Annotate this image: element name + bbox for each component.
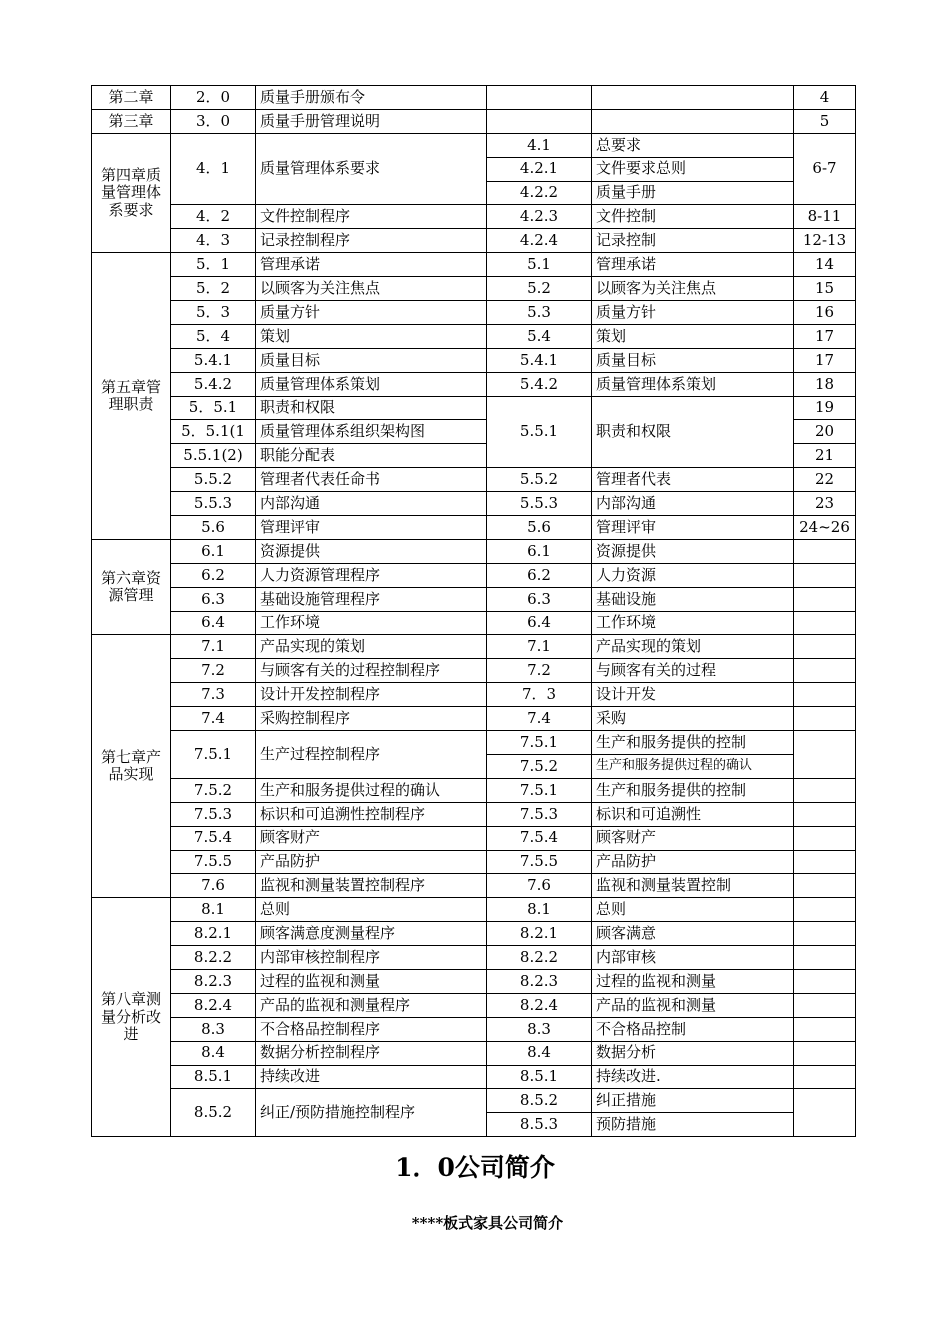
- section-title: 管理者代表任命书: [256, 468, 487, 492]
- section-title: 内部审核控制程序: [256, 946, 487, 970]
- table-row: [92, 1017, 856, 1041]
- section-number: 6.3: [171, 587, 256, 611]
- section-title: 质量目标: [256, 348, 487, 372]
- clause-title: 人力资源: [592, 563, 794, 587]
- clause-number: 5.4.1: [487, 348, 592, 372]
- page-number: [794, 1017, 856, 1041]
- page-number: [794, 563, 856, 587]
- clause-number: 5.5.2: [487, 468, 592, 492]
- section-title: 质量手册管理说明: [256, 109, 487, 133]
- clause-title: 管理评审: [592, 516, 794, 540]
- section-number: 7.5.5: [171, 850, 256, 874]
- section-title: 职能分配表: [256, 444, 487, 468]
- clause-number: 4.2.1: [487, 157, 592, 181]
- clause-title: 数据分析: [592, 1041, 794, 1065]
- page-number: [794, 1089, 856, 1137]
- clause-number: [487, 109, 592, 133]
- table-row: [92, 253, 856, 277]
- section-title: 持续改进: [256, 1065, 487, 1089]
- page-number: [794, 707, 856, 731]
- clause-number: [487, 86, 592, 110]
- page-number: 6-7: [794, 133, 856, 205]
- clause-number: 8.5.3: [487, 1113, 592, 1137]
- section-title: 纠正/预防措施控制程序: [256, 1089, 487, 1137]
- table-row: [92, 731, 856, 755]
- section-number: 7.4: [171, 707, 256, 731]
- page-number: [794, 946, 856, 970]
- section-number: 8.2.4: [171, 993, 256, 1017]
- clause-number: 5.3: [487, 301, 592, 325]
- toc-table: [91, 85, 856, 1137]
- clause-number: 7.5.3: [487, 802, 592, 826]
- section-title: 质量管理体系策划: [256, 372, 487, 396]
- page-number: 4: [794, 86, 856, 110]
- clause-number: 7.1: [487, 635, 592, 659]
- table-row: [92, 133, 856, 157]
- section-title: 质量管理体系组织架构图: [256, 420, 487, 444]
- table-row: [92, 1089, 856, 1113]
- page-number: 24~26: [794, 516, 856, 540]
- page-number: 8-11: [794, 205, 856, 229]
- section-title: 内部沟通: [256, 492, 487, 516]
- chapter-cell: 第二章: [92, 86, 171, 110]
- section-title: 以顾客为关注焦点: [256, 277, 487, 301]
- section-title: 采购控制程序: [256, 707, 487, 731]
- chapter-cell: 第四章质量管理体系要求: [92, 133, 171, 252]
- page-number: [794, 850, 856, 874]
- table-row: [92, 229, 856, 253]
- clause-title: 产品实现的策划: [592, 635, 794, 659]
- clause-title: 生产和服务提供过程的确认: [592, 754, 794, 778]
- page-number: 18: [794, 372, 856, 396]
- table-row: [92, 778, 856, 802]
- table-row: [92, 635, 856, 659]
- section-title: 总则: [256, 898, 487, 922]
- table-row: [92, 874, 856, 898]
- page-number: [794, 1065, 856, 1089]
- page-number: 21: [794, 444, 856, 468]
- clause-title: 顾客财产: [592, 826, 794, 850]
- section-title: 质量手册颁布令: [256, 86, 487, 110]
- page-number: 5: [794, 109, 856, 133]
- clause-number: 8.3: [487, 1017, 592, 1041]
- clause-number: 7．3: [487, 683, 592, 707]
- table-row: [92, 301, 856, 325]
- page-number: [794, 659, 856, 683]
- clause-title: 内部沟通: [592, 492, 794, 516]
- clause-number: 6.3: [487, 587, 592, 611]
- table-row: [92, 683, 856, 707]
- section-title: 管理评审: [256, 516, 487, 540]
- clause-title: 生产和服务提供的控制: [592, 778, 794, 802]
- clause-number: 4.2.4: [487, 229, 592, 253]
- page-number: [794, 1041, 856, 1065]
- clause-number: 5.1: [487, 253, 592, 277]
- clause-number: 8.2.3: [487, 969, 592, 993]
- clause-title: [592, 109, 794, 133]
- chapter-cell: 第五章管理职责: [92, 253, 171, 540]
- clause-title: 总则: [592, 898, 794, 922]
- section-number: 5．5.1: [171, 396, 256, 420]
- section-title: 职责和权限: [256, 396, 487, 420]
- section-title: 质量管理体系要求: [256, 133, 487, 205]
- table-row: [92, 826, 856, 850]
- table-row: [92, 611, 856, 635]
- page-number: [794, 802, 856, 826]
- clause-title: 管理者代表: [592, 468, 794, 492]
- page-number: 12-13: [794, 229, 856, 253]
- section-number: 7.3: [171, 683, 256, 707]
- page-number: 19: [794, 396, 856, 420]
- section-number: 8.4: [171, 1041, 256, 1065]
- clause-number: 5.2: [487, 277, 592, 301]
- clause-title: 生产和服务提供的控制: [592, 731, 794, 755]
- clause-number: 6.4: [487, 611, 592, 635]
- page-number: 15: [794, 277, 856, 301]
- clause-title: 质量管理体系策划: [592, 372, 794, 396]
- clause-title: 总要求: [592, 133, 794, 157]
- section-number: 8.2.2: [171, 946, 256, 970]
- clause-number: 5.4.2: [487, 372, 592, 396]
- section-number: 8.2.3: [171, 969, 256, 993]
- clause-number: 7.4: [487, 707, 592, 731]
- clause-title: 质量手册: [592, 181, 794, 205]
- section-number: 6.2: [171, 563, 256, 587]
- section-title: 产品的监视和测量程序: [256, 993, 487, 1017]
- page-number: [794, 778, 856, 802]
- section-title: 基础设施管理程序: [256, 587, 487, 611]
- section-title: 不合格品控制程序: [256, 1017, 487, 1041]
- section-title: 顾客财产: [256, 826, 487, 850]
- section-title: 工作环境: [256, 611, 487, 635]
- table-row: [92, 324, 856, 348]
- section-number: 7.5.4: [171, 826, 256, 850]
- clause-title: 过程的监视和测量: [592, 969, 794, 993]
- clause-number: 8.4: [487, 1041, 592, 1065]
- section-title: 质量方针: [256, 301, 487, 325]
- clause-title: 文件要求总则: [592, 157, 794, 181]
- clause-number: 7.5.2: [487, 754, 592, 778]
- table-row: [92, 205, 856, 229]
- section-title: 记录控制程序: [256, 229, 487, 253]
- section-number: 5.5.1(2): [171, 444, 256, 468]
- section-number: 5．2: [171, 277, 256, 301]
- clause-number: 8.2.1: [487, 922, 592, 946]
- section-title: 产品实现的策划: [256, 635, 487, 659]
- clause-title: 基础设施: [592, 587, 794, 611]
- table-row: [92, 1041, 856, 1065]
- clause-title: 职责和权限: [592, 396, 794, 468]
- section-title: 管理承诺: [256, 253, 487, 277]
- section-title: 监视和测量装置控制程序: [256, 874, 487, 898]
- chapter-cell: 第七章产品实现: [92, 635, 171, 898]
- clause-title: 持续改进.: [592, 1065, 794, 1089]
- section-number: 7.6: [171, 874, 256, 898]
- page-number: [794, 969, 856, 993]
- section-title: 产品防护: [256, 850, 487, 874]
- section-number: 4．3: [171, 229, 256, 253]
- page-number: [794, 898, 856, 922]
- section-title: 资源提供: [256, 539, 487, 563]
- clause-number: 8.2.4: [487, 993, 592, 1017]
- clause-title: 工作环境: [592, 611, 794, 635]
- table-row: [92, 539, 856, 563]
- section-title: 顾客满意度测量程序: [256, 922, 487, 946]
- section-title: 设计开发控制程序: [256, 683, 487, 707]
- section-title: 生产和服务提供过程的确认: [256, 778, 487, 802]
- page-number: [794, 874, 856, 898]
- page-number: [794, 587, 856, 611]
- section-number: 6.4: [171, 611, 256, 635]
- clause-number: 4.2.3: [487, 205, 592, 229]
- table-row: [92, 277, 856, 301]
- clause-number: 7.5.1: [487, 778, 592, 802]
- page-number: 14: [794, 253, 856, 277]
- section-title: 文件控制程序: [256, 205, 487, 229]
- section-number: 5.4.2: [171, 372, 256, 396]
- page-number: [794, 922, 856, 946]
- table-row: [92, 1065, 856, 1089]
- table-row: [92, 372, 856, 396]
- section-number: 5．4: [171, 324, 256, 348]
- table-row: [92, 492, 856, 516]
- clause-title: 顾客满意: [592, 922, 794, 946]
- page-number: 17: [794, 324, 856, 348]
- table-row: [92, 109, 856, 133]
- table-row: [92, 348, 856, 372]
- page-number: [794, 826, 856, 850]
- table-row: [92, 86, 856, 110]
- clause-title: 管理承诺: [592, 253, 794, 277]
- section-title: 生产过程控制程序: [256, 731, 487, 779]
- clause-number: 7.6: [487, 874, 592, 898]
- table-row: [92, 468, 856, 492]
- section-title: 与顾客有关的过程控制程序: [256, 659, 487, 683]
- page-number: [794, 539, 856, 563]
- section-number: 5.5.2: [171, 468, 256, 492]
- section-number: 7.1: [171, 635, 256, 659]
- clause-title: 与顾客有关的过程: [592, 659, 794, 683]
- chapter-cell: 第三章: [92, 109, 171, 133]
- section-title: 人力资源管理程序: [256, 563, 487, 587]
- section-title: 标识和可追溯性控制程序: [256, 802, 487, 826]
- clause-title: 采购: [592, 707, 794, 731]
- clause-title: 文件控制: [592, 205, 794, 229]
- section-number: 5.5.3: [171, 492, 256, 516]
- page-number: [794, 683, 856, 707]
- table-row: [92, 659, 856, 683]
- table-row: [92, 587, 856, 611]
- section-number: 8.3: [171, 1017, 256, 1041]
- page-number: [794, 635, 856, 659]
- clause-number: 6.2: [487, 563, 592, 587]
- clause-number: 5.5.3: [487, 492, 592, 516]
- table-row: [92, 802, 856, 826]
- page-number: [794, 611, 856, 635]
- clause-number: 7.5.1: [487, 731, 592, 755]
- section-number: 7.5.2: [171, 778, 256, 802]
- section-title: 策划: [256, 324, 487, 348]
- clause-title: 不合格品控制: [592, 1017, 794, 1041]
- section-number: 8.2.1: [171, 922, 256, 946]
- clause-number: 5.4: [487, 324, 592, 348]
- table-row: [92, 946, 856, 970]
- section-number: 7.5.1: [171, 731, 256, 779]
- section-number: 6.1: [171, 539, 256, 563]
- clause-title: [592, 86, 794, 110]
- section-number: 5．3: [171, 301, 256, 325]
- table-row: [92, 969, 856, 993]
- section-title: 过程的监视和测量: [256, 969, 487, 993]
- clause-title: 产品的监视和测量: [592, 993, 794, 1017]
- table-row: [92, 707, 856, 731]
- clause-number: 4.1: [487, 133, 592, 157]
- section-heading: 1．0公司简介: [395, 1153, 555, 1182]
- page-number: [794, 993, 856, 1017]
- section-title: 数据分析控制程序: [256, 1041, 487, 1065]
- clause-title: 质量目标: [592, 348, 794, 372]
- section-number: 8.5.2: [171, 1089, 256, 1137]
- section-number: 5．5.1(1: [171, 420, 256, 444]
- page-number: 17: [794, 348, 856, 372]
- clause-title: 纠正措施: [592, 1089, 794, 1113]
- clause-title: 策划: [592, 324, 794, 348]
- clause-number: 5.5.1: [487, 396, 592, 468]
- clause-number: 8.1: [487, 898, 592, 922]
- page-number: 16: [794, 301, 856, 325]
- section-number: 4．1: [171, 133, 256, 205]
- section-number: 2．0: [171, 86, 256, 110]
- table-row: [92, 993, 856, 1017]
- section-number: 7.5.3: [171, 802, 256, 826]
- clause-title: 产品防护: [592, 850, 794, 874]
- table-row: [92, 516, 856, 540]
- section-number: 5.4.1: [171, 348, 256, 372]
- section-number: 3．0: [171, 109, 256, 133]
- page-number: 23: [794, 492, 856, 516]
- clause-title: 监视和测量装置控制: [592, 874, 794, 898]
- chapter-cell: 第六章资源管理: [92, 539, 171, 635]
- company-intro-title: ****板式家具公司简介: [411, 1214, 564, 1232]
- clause-number: 8.2.2: [487, 946, 592, 970]
- section-number: 8.5.1: [171, 1065, 256, 1089]
- clause-title: 记录控制: [592, 229, 794, 253]
- clause-number: 8.5.1: [487, 1065, 592, 1089]
- page-number: [794, 731, 856, 779]
- section-number: 5.6: [171, 516, 256, 540]
- clause-title: 设计开发: [592, 683, 794, 707]
- section-number: 8.1: [171, 898, 256, 922]
- section-number: 4．2: [171, 205, 256, 229]
- table-row: [92, 898, 856, 922]
- table-row: [92, 396, 856, 420]
- clause-number: 7.5.5: [487, 850, 592, 874]
- clause-number: 7.5.4: [487, 826, 592, 850]
- clause-title: 以顾客为关注焦点: [592, 277, 794, 301]
- clause-number: 8.5.2: [487, 1089, 592, 1113]
- clause-title: 资源提供: [592, 539, 794, 563]
- clause-title: 内部审核: [592, 946, 794, 970]
- section-number: 7.2: [171, 659, 256, 683]
- table-row: [92, 922, 856, 946]
- clause-title: 质量方针: [592, 301, 794, 325]
- clause-number: 6.1: [487, 539, 592, 563]
- page-number: 20: [794, 420, 856, 444]
- clause-number: 5.6: [487, 516, 592, 540]
- page-number: 22: [794, 468, 856, 492]
- clause-title: 预防措施: [592, 1113, 794, 1137]
- section-number: 5．1: [171, 253, 256, 277]
- clause-number: 4.2.2: [487, 181, 592, 205]
- chapter-cell: 第八章测量分析改进: [92, 898, 171, 1137]
- table-row: [92, 850, 856, 874]
- table-row: [92, 563, 856, 587]
- clause-title: 标识和可追溯性: [592, 802, 794, 826]
- clause-number: 7.2: [487, 659, 592, 683]
